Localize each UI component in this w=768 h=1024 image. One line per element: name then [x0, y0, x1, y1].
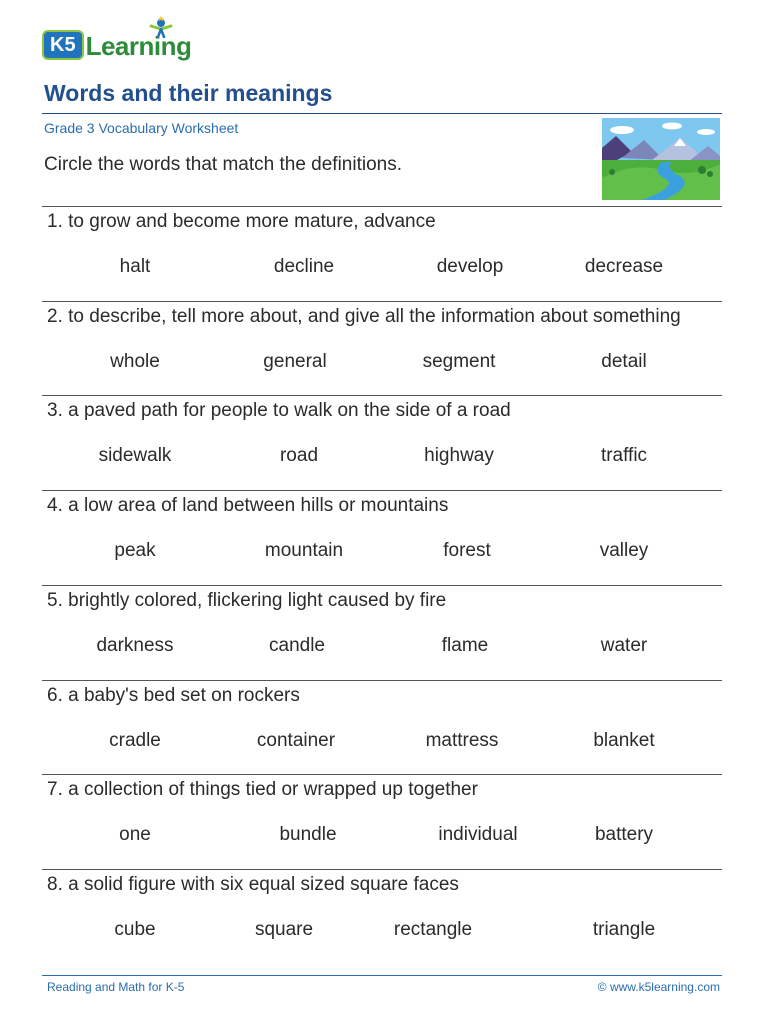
answer-option[interactable]: rectangle: [393, 919, 473, 940]
k5-logo: [42, 16, 191, 60]
answer-option[interactable]: battery: [594, 824, 654, 845]
question-definition: 1. to grow and become more mature, advance: [47, 211, 436, 232]
question-definition: 8. a solid figure with six equal sized square faces: [47, 874, 459, 895]
question-definition: 5. brightly colored, flickering light caused by fire: [47, 590, 447, 611]
answer-option[interactable]: highway: [424, 445, 494, 466]
question-divider: [42, 869, 722, 870]
answer-option[interactable]: sidewalk: [98, 445, 172, 466]
answer-option[interactable]: container: [256, 730, 336, 751]
question-definition: 3. a paved path for people to walk on the side of a road: [47, 400, 511, 421]
answer-option[interactable]: general: [263, 351, 327, 372]
landscape-illustration: [602, 118, 720, 200]
question-definition: 4. a low area of land between hills or mountains: [47, 495, 449, 516]
question-divider: [42, 680, 722, 681]
question-divider: [42, 585, 722, 586]
answer-option[interactable]: road: [279, 445, 319, 466]
logo-star-figure-icon: [146, 16, 176, 38]
logo-wordmark: Learning: [85, 31, 192, 61]
worksheet-subtitle: Grade 3 Vocabulary Worksheet: [44, 120, 239, 136]
footer-copyright: © www.k5learning.com: [597, 980, 720, 994]
answer-option[interactable]: flame: [441, 635, 489, 656]
question-divider: [42, 301, 722, 302]
answer-option[interactable]: traffic: [600, 445, 648, 466]
answer-option[interactable]: cube: [114, 919, 156, 940]
answer-option[interactable]: halt: [119, 256, 151, 277]
answer-option[interactable]: darkness: [96, 635, 174, 656]
question-divider: [42, 774, 722, 775]
answer-option[interactable]: bundle: [279, 824, 337, 845]
answer-option[interactable]: square: [254, 919, 314, 940]
page-title: Words and their meanings: [44, 80, 333, 106]
answer-option[interactable]: cradle: [109, 730, 161, 751]
answer-option[interactable]: candle: [269, 635, 325, 656]
footer-tagline: Reading and Math for K-5: [47, 980, 185, 994]
answer-option[interactable]: one: [119, 824, 151, 845]
answer-option[interactable]: decline: [273, 256, 335, 277]
instruction-text: Circle the words that match the definitions.: [44, 154, 403, 175]
question-divider: [42, 490, 722, 491]
answer-option[interactable]: peak: [114, 540, 156, 561]
answer-option[interactable]: whole: [110, 351, 160, 372]
question-definition: 2. to describe, tell more about, and give all the information about something: [47, 306, 681, 327]
answer-option[interactable]: mattress: [425, 730, 499, 751]
answer-option[interactable]: mountain: [264, 540, 344, 561]
question-definition: 7. a collection of things tied or wrapped up together: [47, 779, 478, 800]
answer-option[interactable]: segment: [422, 351, 496, 372]
answer-option[interactable]: develop: [436, 256, 504, 277]
answer-option[interactable]: forest: [443, 540, 491, 561]
footer-divider: [42, 975, 722, 976]
question-divider: [42, 395, 722, 396]
answer-option[interactable]: valley: [599, 540, 649, 561]
answer-option[interactable]: detail: [601, 351, 647, 372]
title-divider: [42, 113, 722, 114]
answer-option[interactable]: decrease: [584, 256, 664, 277]
answer-option[interactable]: triangle: [592, 919, 656, 940]
question-divider: [42, 206, 722, 207]
answer-option[interactable]: water: [600, 635, 648, 656]
answer-option[interactable]: individual: [438, 824, 518, 845]
question-definition: 6. a baby's bed set on rockers: [47, 685, 300, 706]
answer-option[interactable]: blanket: [593, 730, 655, 751]
logo-k5-badge: K5: [42, 30, 84, 60]
